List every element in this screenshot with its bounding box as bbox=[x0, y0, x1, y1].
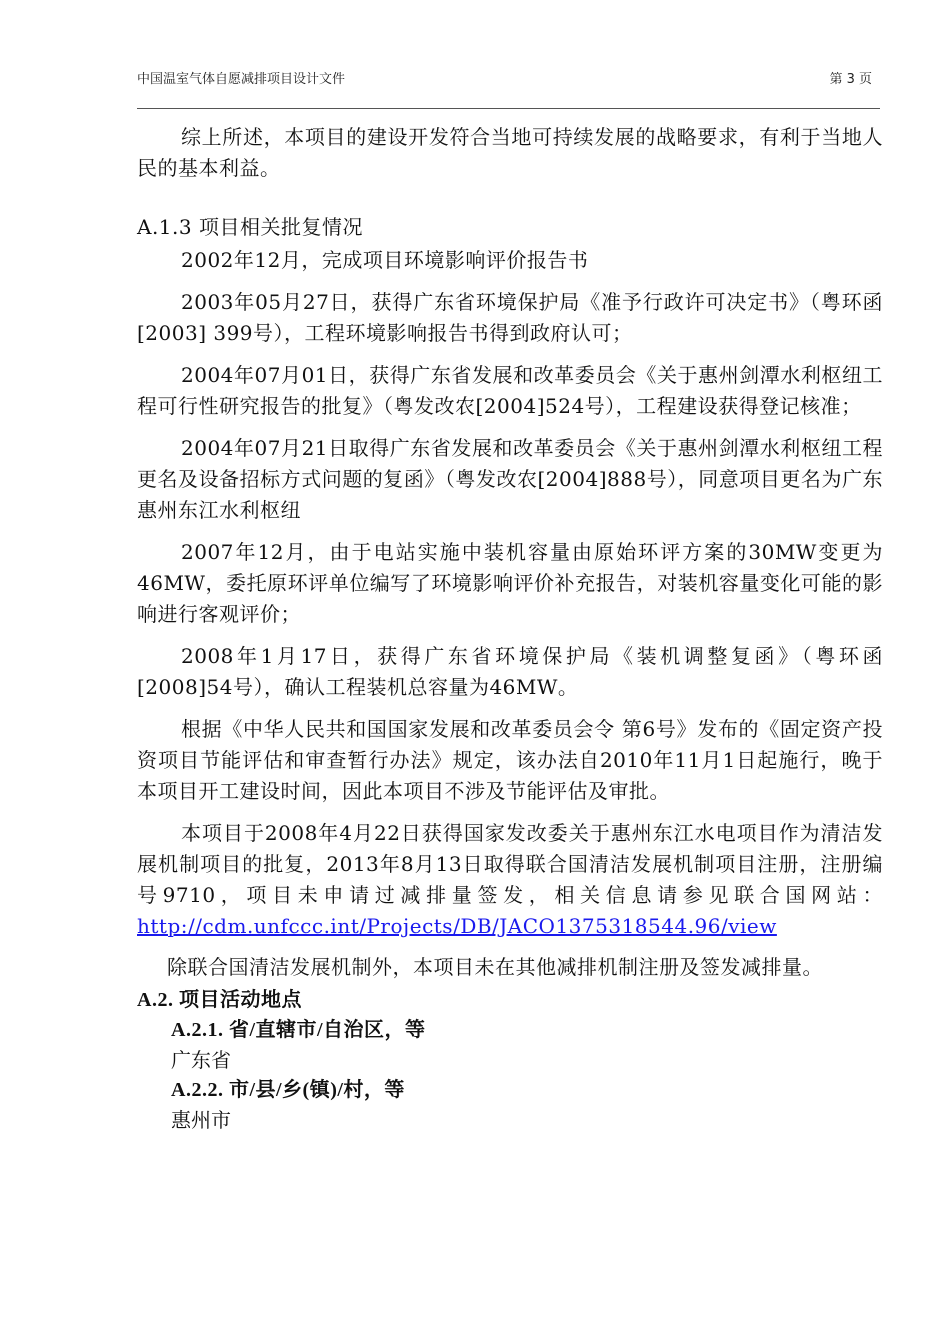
paragraph-energy-regulation: 根据《中华人民共和国国家发展和改革委员会令 第6号》发布的《固定资产投资项目节能评估和审查暂行办法》规定，该办法自2010年11月1日起施行，晚于本项目开工建设时间，因此本项目不涉及节能评估及审批。 bbox=[137, 717, 883, 803]
summary-paragraph: 综上所述，本项目的建设开发符合当地可持续发展的战略要求，有利于当地人民的基本利益。 bbox=[137, 125, 883, 180]
section-heading-a2: A.2. 项目活动地点 bbox=[137, 989, 302, 1011]
document-body bbox=[137, 122, 883, 1135]
section-heading-a21: A.2.1. 省/直辖市/自治区，等 bbox=[171, 1019, 426, 1041]
page-header bbox=[137, 66, 880, 109]
paragraph-cdm-registration bbox=[137, 818, 883, 942]
paragraph-2002: 2002年12月，完成项目环境影响评价报告书 bbox=[181, 248, 589, 272]
section-heading-a22: A.2.2. 市/县/乡(镇)/村，等 bbox=[171, 1079, 405, 1101]
unfccc-project-link[interactable]: http://cdm.unfccc.int/Projects/DB/JACO1375318544.96/view bbox=[137, 914, 777, 938]
cdm-registration-text: 本项目于2008年4月22日获得国家发改委关于惠州东江水电项目作为清洁发展机制项目的批复，2013年8月13日取得联合国清洁发展机制项目注册，注册编号9710，项目未申请过减排量签发，相关信息请参见联合国网站： bbox=[137, 821, 883, 907]
paragraph-2003: 2003年05月27日，获得广东省环境保护局《准予行政许可决定书》（粤环函[2003] 399号），工程环境影响报告书得到政府认可； bbox=[137, 290, 883, 345]
paragraph-2004-approval: 2004年07月01日，获得广东省发展和改革委员会《关于惠州剑潭水利枢纽工程可行性研究报告的批复》（粤发改农[2004]524号），工程建设获得登记核准； bbox=[137, 363, 883, 418]
paragraph-2008: 2008年1月17日，获得广东省环境保护局《装机调整复函》（粤环函[2008]54号），确认工程装机总容量为46MW。 bbox=[137, 644, 883, 699]
city-value: 惠州市 bbox=[171, 1108, 231, 1132]
section-heading-a13: A.1.3 项目相关批复情况 bbox=[137, 215, 363, 239]
document-title: 中国温室气体自愿减排项目设计文件 bbox=[137, 72, 346, 87]
paragraph-2004-rename: 2004年07月21日取得广东省发展和改革委员会《关于惠州剑潭水利枢纽工程更名及设备招标方式问题的复函》（粤发改农[2004]888号），同意项目更名为广东惠州东江水利枢纽 bbox=[137, 436, 883, 522]
paragraph-other-mechanisms: 除联合国清洁发展机制外，本项目未在其他减排机制注册及签发减排量。 bbox=[167, 955, 823, 979]
province-value: 广东省 bbox=[171, 1048, 231, 1072]
page-number: 第 3 页 bbox=[829, 72, 872, 87]
paragraph-2007: 2007年12月，由于电站实施中装机容量由原始环评方案的30MW变更为46MW，委托原环评单位编写了环境影响评价补充报告，对装机容量变化可能的影响进行客观评价； bbox=[137, 540, 883, 626]
